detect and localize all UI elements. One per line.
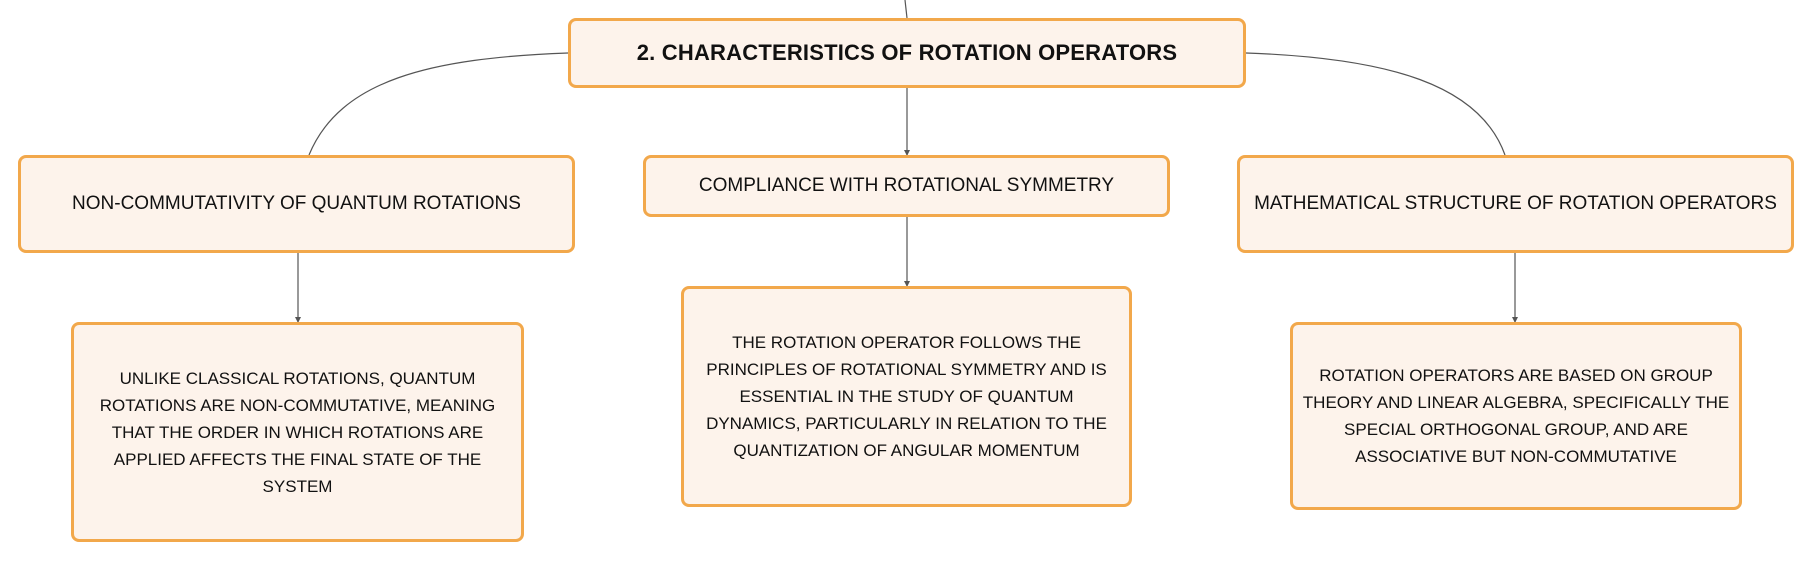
detail-text: UNLIKE CLASSICAL ROTATIONS, QUANTUM ROTATIONS ARE NON-COMMUTATIVE, MEANING THAT THE ORDER IN WHICH ROTATIONS ARE APPLIED AFFECTS THE FINAL STATE OF THE SYSTEM [99,368,496,496]
detail-node-mathematical-structure[interactable] [1290,322,1742,510]
branch-node-non-commutativity[interactable] [18,155,575,253]
root-node[interactable] [568,18,1246,88]
detail-text: THE ROTATION OPERATOR FOLLOWS THE PRINCIPLES OF ROTATIONAL SYMMETRY AND IS ESSENTIAL IN THE STUDY OF QUANTUM DYNAMICS, PARTICULARLY IN RELATION TO THE QUANTIZATION OF ANGULAR MOMENTUM [706,333,1107,460]
detail-text: ROTATION OPERATORS ARE BASED ON GROUP THEORY AND LINEAR ALGEBRA, SPECIFICALLY THE SPECIAL ORTHOGONAL GROUP, AND ARE ASSOCIATIVE BUT NON-COMMUTATIVE [1302,366,1730,466]
root-label: 2. CHARACTERISTICS OF ROTATION OPERATORS [636,40,1178,65]
connector-parent-to-root [905,0,907,18]
detail-node-rotational-symmetry[interactable] [681,286,1132,507]
branch-label: NON-COMMUTATIVITY OF QUANTUM ROTATIONS [72,193,521,214]
connector-root-to-branch-1 [309,53,568,155]
branch-label: COMPLIANCE WITH ROTATIONAL SYMMETRY [698,175,1115,196]
branch-node-rotational-symmetry[interactable] [643,155,1170,217]
detail-node-non-commutativity[interactable] [71,322,524,542]
connector-root-to-branch-3 [1246,53,1505,155]
branch-label: MATHEMATICAL STRUCTURE OF ROTATION OPERATORS [1254,193,1777,214]
branch-node-mathematical-structure[interactable] [1237,155,1794,253]
